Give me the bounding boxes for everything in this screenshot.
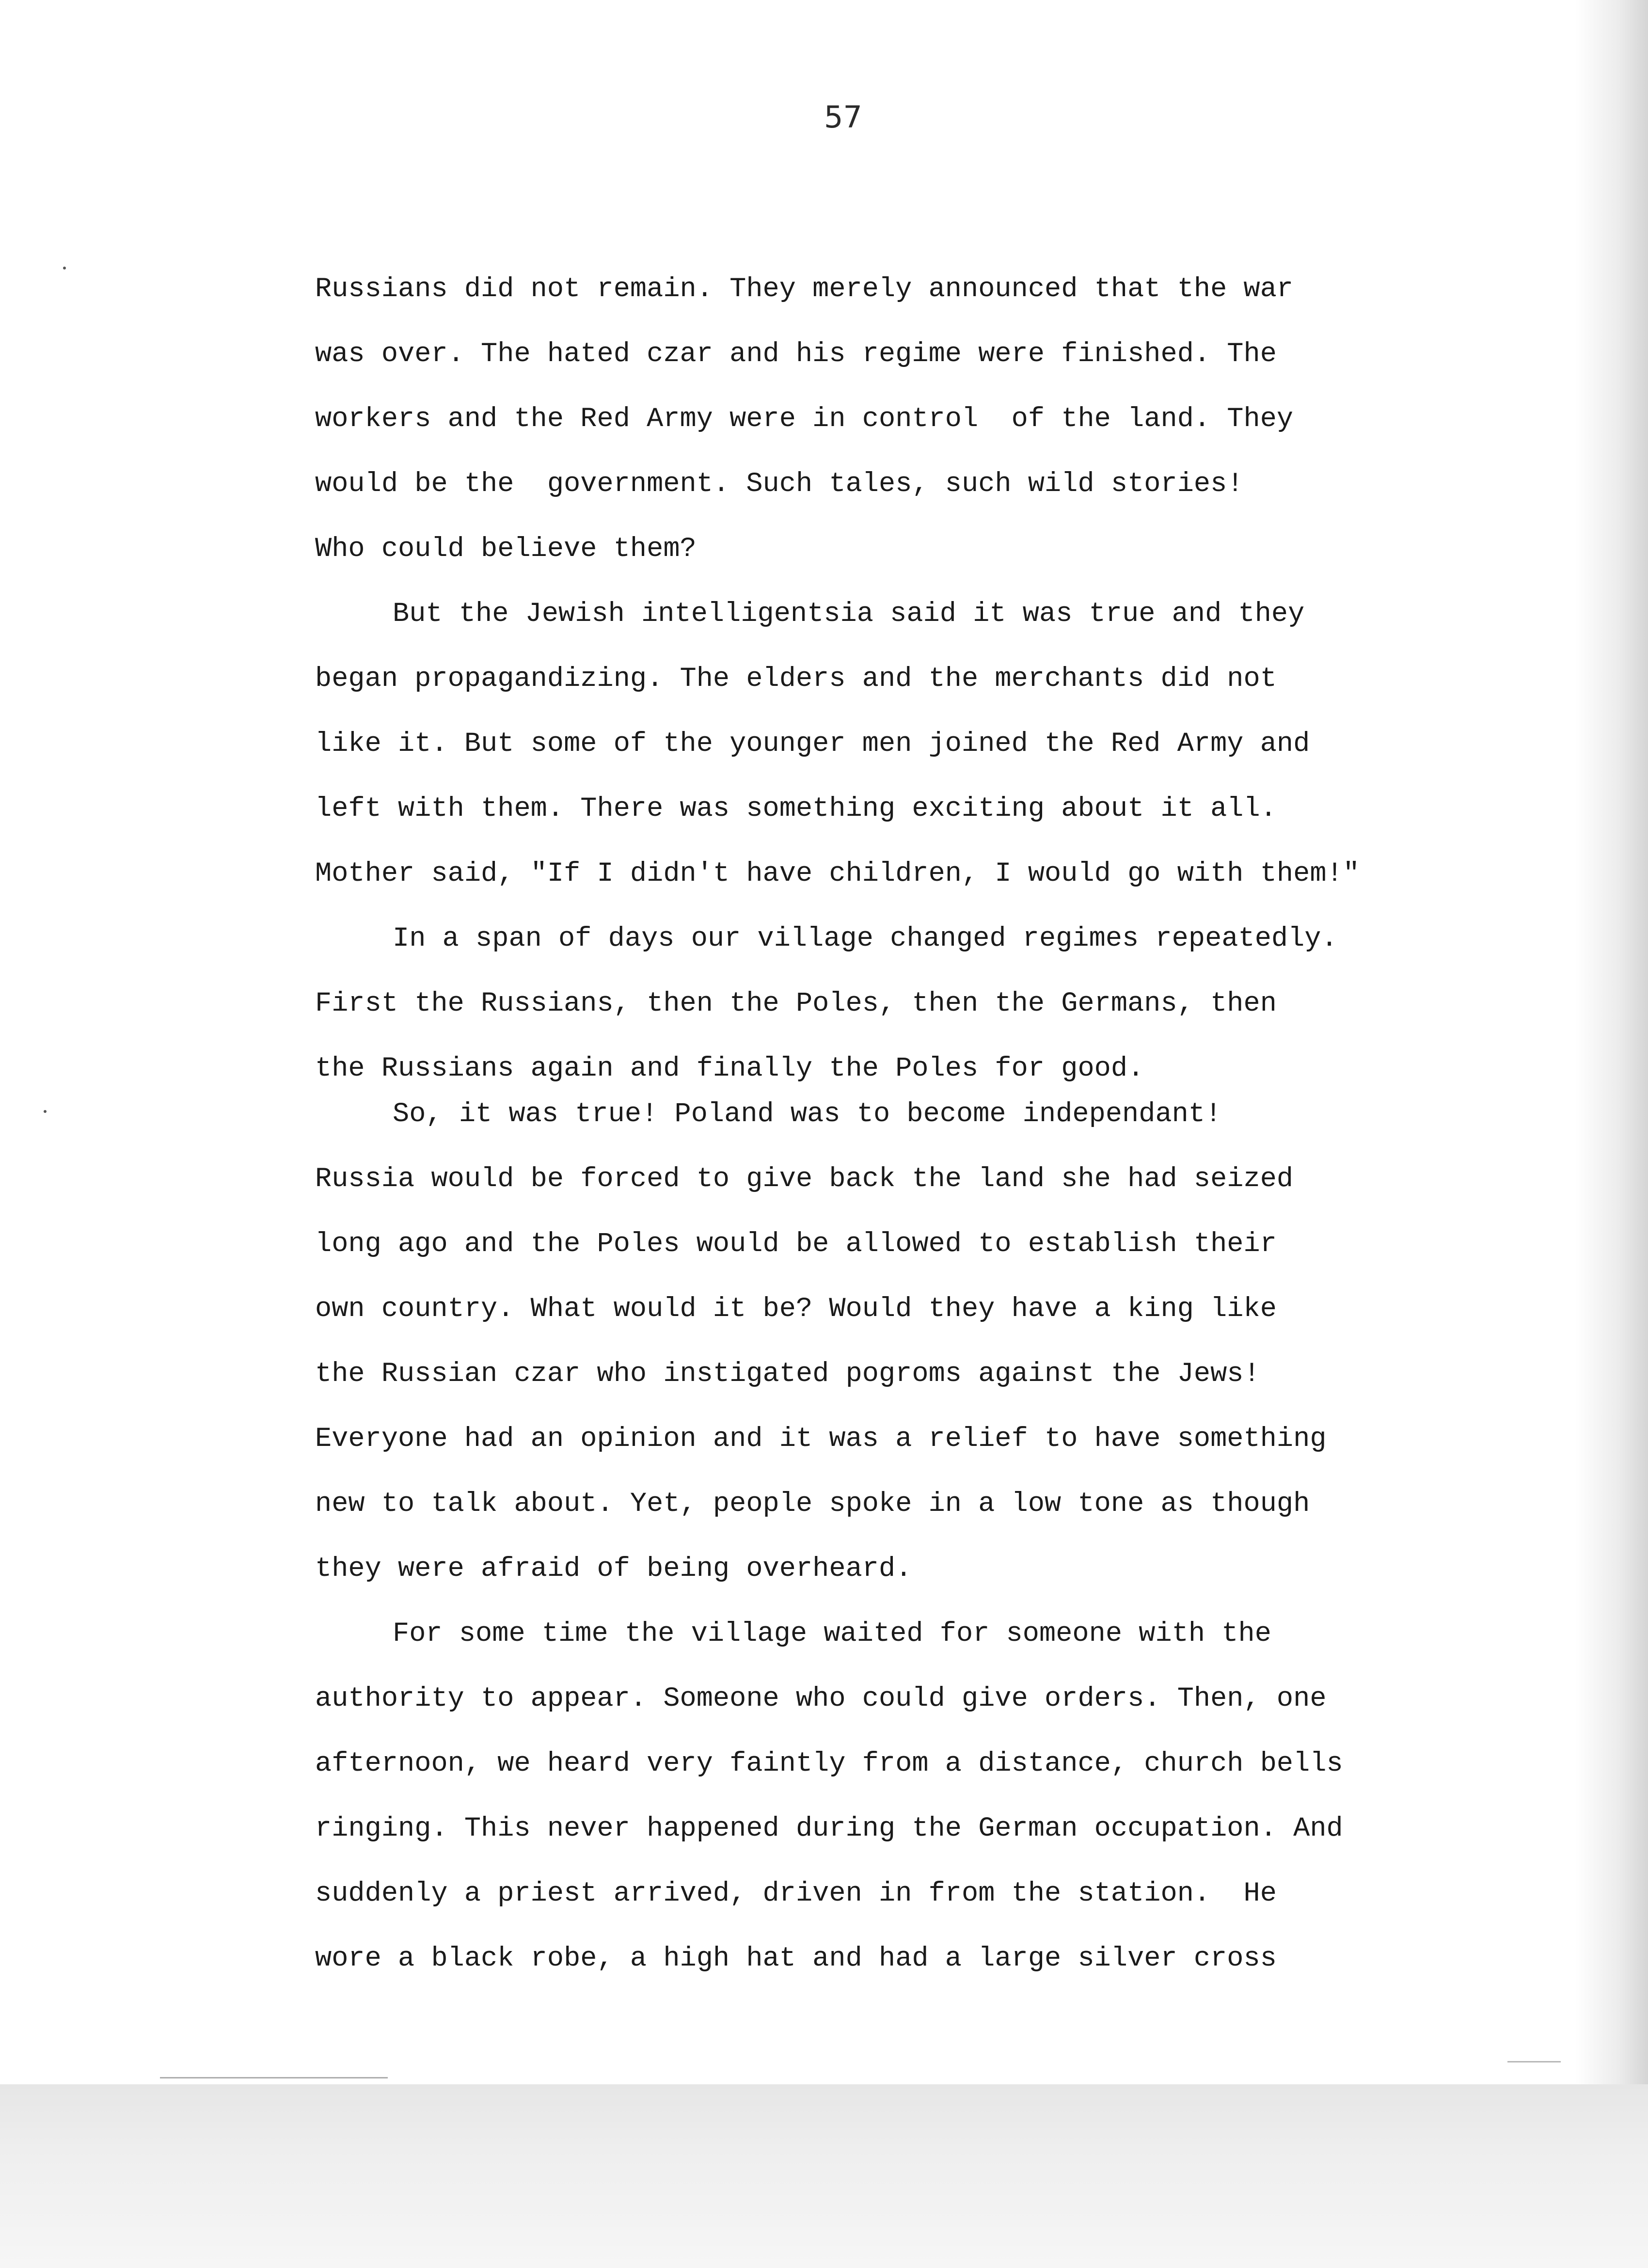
- text-line: Who could believe them?: [315, 534, 697, 565]
- text-line: authority to appear. Someone who could give orders. Then, one: [315, 1683, 1327, 1714]
- text-line: workers and the Red Army were in control of the land. They: [315, 404, 1294, 435]
- text-line: like it. But some of the younger men joined the Red Army and: [315, 729, 1310, 760]
- footer-rule-mark: [1507, 2061, 1561, 2062]
- text-line: new to talk about. Yet, people spoke in a low tone as though: [315, 1489, 1310, 1520]
- text-line: would be the government. Such tales, such wild stories!: [315, 469, 1244, 500]
- text-line: afternoon, we heard very faintly from a distance, church bells: [315, 1748, 1343, 1779]
- text-line: suddenly a priest arrived, driven in from the station. He: [315, 1878, 1277, 1909]
- scanner-bed-area: [0, 2084, 1648, 2268]
- text-line: Russians did not remain. They merely announced that the war: [315, 274, 1294, 305]
- text-line: was over. The hated czar and his regime were finished. The: [315, 339, 1277, 370]
- text-line: began propagandizing. The elders and the merchants did not: [315, 664, 1277, 695]
- text-line: the Russians again and finally the Poles for good.: [315, 1053, 1144, 1084]
- paragraph-start-line: But the Jewish intelligentsia said it was true and they: [393, 599, 1305, 630]
- text-line: Mother said, "If I didn't have children, I would go with them!": [315, 858, 1360, 889]
- text-line: own country. What would it be? Would they have a king like: [315, 1294, 1277, 1325]
- margin-speck: [63, 267, 66, 270]
- text-line: wore a black robe, a high hat and had a large silver cross: [315, 1943, 1277, 1974]
- text-line: long ago and the Poles would be allowed to establish their: [315, 1229, 1277, 1260]
- text-line: First the Russians, then the Poles, then the Germans, then: [315, 988, 1277, 1019]
- margin-speck: [44, 1110, 47, 1113]
- text-line: Russia would be forced to give back the land she had seized: [315, 1164, 1294, 1195]
- text-line: Everyone had an opinion and it was a relief to have something: [315, 1424, 1327, 1455]
- text-line: the Russian czar who instigated pogroms against the Jews!: [315, 1359, 1260, 1390]
- scan-edge-shadow: [1575, 0, 1648, 2084]
- page-number: 57: [824, 99, 862, 135]
- text-line: ringing. This never happened during the German occupation. And: [315, 1813, 1343, 1844]
- footer-rule: [160, 2077, 388, 2078]
- typed-text-body: [315, 257, 1527, 1991]
- paragraph-start-line: For some time the village waited for someone with the: [393, 1618, 1271, 1649]
- paragraph-start-line: So, it was true! Poland was to become independant!: [393, 1099, 1222, 1130]
- paragraph-start-line: In a span of days our village changed regimes repeatedly.: [393, 923, 1338, 954]
- text-line: they were afraid of being overheard.: [315, 1554, 912, 1585]
- text-line: left with them. There was something exciting about it all.: [315, 793, 1277, 825]
